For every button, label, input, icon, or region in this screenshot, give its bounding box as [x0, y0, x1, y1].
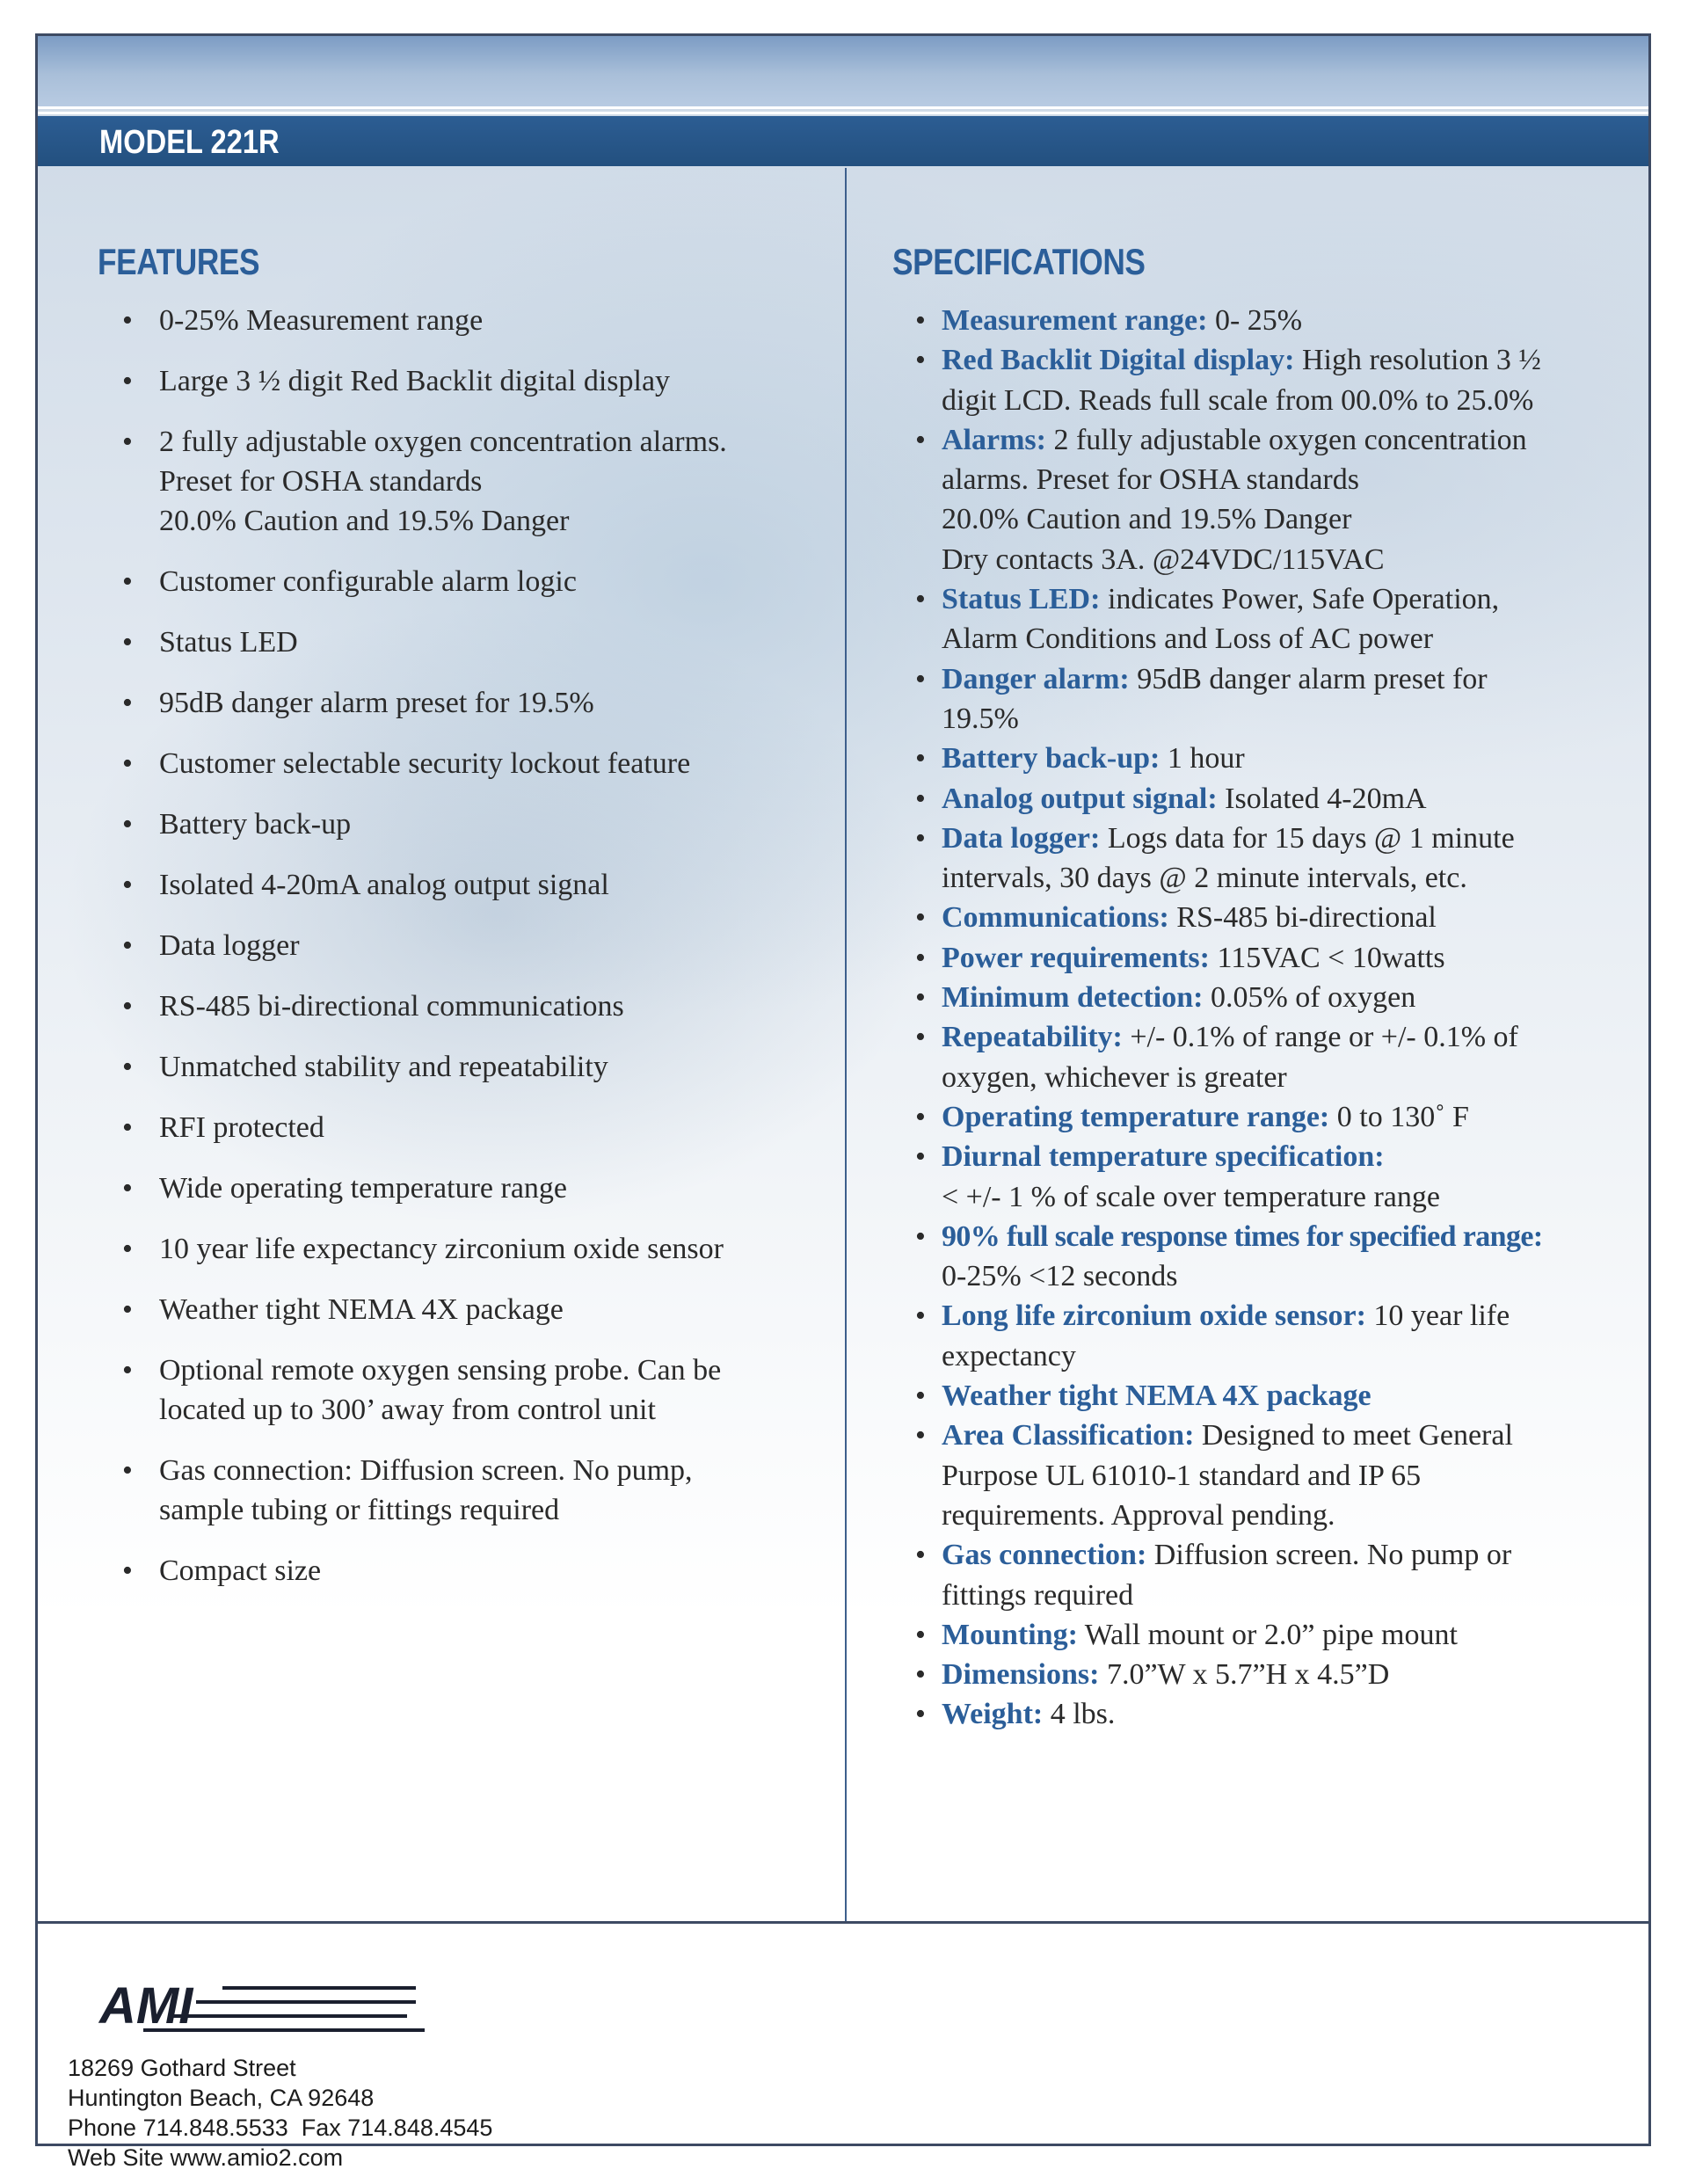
spec-value: +/- 0.1% of range or +/- 0.1% of	[1122, 1021, 1518, 1054]
page-title: MODEL 221R	[99, 124, 280, 161]
feature-item-text: • 95dB danger alarm preset for 19.5%	[159, 687, 594, 719]
spec-value: requirements. Approval pending.	[942, 1498, 1335, 1532]
feature-item	[122, 865, 843, 905]
spec-value: Wall mount or 2.0” pipe mount	[1077, 1618, 1458, 1651]
spec-item	[915, 898, 1654, 937]
spec-value: 7.0”W x 5.7”H x 4.5”D	[1099, 1658, 1390, 1692]
feature-item	[122, 1350, 843, 1430]
spec-label: Area Classification:	[942, 1419, 1195, 1452]
feature-item-text: located up to 300’ away from control unit	[159, 1394, 656, 1426]
spec-item	[915, 779, 1654, 819]
spec-label: Gas connection:	[942, 1539, 1147, 1572]
spec-value: High resolution 3 ½	[1294, 344, 1541, 377]
spec-item	[915, 1615, 1654, 1655]
spec-item	[915, 1137, 1654, 1217]
spec-value: Logs data for 15 days @ 1 minute	[1100, 821, 1515, 855]
feature-item-text: • Isolated 4-20mA analog output signal	[159, 869, 609, 901]
spec-value: 0-25% <12 seconds	[942, 1260, 1178, 1293]
features-heading: FEATURES	[98, 241, 260, 282]
ami-logo	[91, 1970, 433, 2041]
spec-label: Minimum detection:	[942, 981, 1204, 1015]
spec-label: Weather tight NEMA 4X package	[942, 1380, 1372, 1413]
spec-value: Dry contacts 3A. @24VDC/115VAC	[942, 542, 1385, 576]
spec-value: 2 fully adjustable oxygen concentration	[1045, 423, 1527, 456]
address-line: 18269 Gothard Street	[68, 2055, 296, 2081]
feature-item-text: • Battery back-up	[159, 808, 352, 841]
header-band	[38, 36, 1648, 106]
feature-item	[122, 926, 843, 965]
spec-item	[915, 1017, 1654, 1097]
address-line: Huntington Beach, CA 92648	[68, 2085, 375, 2111]
feature-item	[122, 1229, 843, 1269]
feature-item-text: • 0-25% Measurement range	[159, 304, 484, 337]
feature-item-text: • Customer selectable security lockout feature	[159, 747, 691, 780]
feature-item-text: • Weather tight NEMA 4X package	[159, 1293, 564, 1326]
feature-item-text: • Gas connection: Diffusion screen. No pump,	[159, 1454, 693, 1487]
spec-label: Operating temperature range:	[942, 1100, 1330, 1133]
spec-value: oxygen, whichever is greater	[942, 1060, 1287, 1094]
spec-item	[915, 1217, 1654, 1297]
spec-label: Analog output signal:	[942, 782, 1218, 815]
spec-value: Purpose UL 61010-1 standard and IP 65	[942, 1459, 1422, 1492]
column-divider	[845, 168, 847, 1921]
feature-item	[122, 361, 843, 401]
feature-item	[122, 744, 843, 783]
spec-value: digit LCD. Reads full scale from 00.0% to 25.0%	[942, 383, 1534, 417]
spec-value: 0.05% of oxygen	[1203, 981, 1416, 1015]
feature-item	[122, 562, 843, 601]
feature-item	[122, 804, 843, 844]
spec-value: 0- 25%	[1207, 304, 1303, 337]
spec-item	[915, 1416, 1654, 1535]
spec-label: Power requirements:	[942, 941, 1210, 974]
feature-item-text: • Compact size	[159, 1554, 322, 1587]
spec-item	[915, 301, 1654, 340]
spec-item	[915, 1694, 1654, 1734]
spec-value: fittings required	[942, 1578, 1134, 1612]
feature-item	[122, 301, 843, 340]
feature-item	[122, 1047, 843, 1087]
feature-item	[122, 1168, 843, 1208]
spec-value: Designed to meet General	[1194, 1419, 1513, 1452]
spec-item	[915, 659, 1654, 739]
spec-value: intervals, 30 days @ 2 minute intervals, etc.	[942, 862, 1467, 895]
spec-label: Danger alarm:	[942, 662, 1130, 695]
spec-value: 115VAC < 10watts	[1210, 941, 1445, 974]
spec-value: 1 hour	[1160, 742, 1245, 775]
datasheet-page	[35, 33, 1651, 2171]
feature-item	[122, 422, 843, 541]
spec-item	[915, 340, 1654, 420]
feature-item-text: • Status LED	[159, 626, 298, 659]
logo-wordmark: AMI	[99, 1977, 193, 2035]
spec-item	[915, 1097, 1654, 1137]
feature-item-text: sample tubing or fittings required	[159, 1494, 560, 1526]
spec-value: 4 lbs.	[1043, 1698, 1116, 1731]
spec-value: indicates Power, Safe Operation,	[1100, 583, 1500, 616]
spec-value: < +/- 1 % of scale over temperature range	[942, 1180, 1440, 1213]
specifications-list	[915, 301, 1654, 1735]
spec-label: Long life zirconium oxide sensor:	[942, 1299, 1366, 1333]
feature-item-text: 20.0% Caution and 19.5% Danger	[159, 505, 570, 537]
spec-item	[915, 978, 1654, 1017]
spec-item	[915, 420, 1654, 579]
feature-item-text: • Unmatched stability and repeatability	[159, 1051, 608, 1083]
company-address	[68, 2053, 492, 2173]
spec-item	[915, 1296, 1654, 1376]
spec-value: 0 to 130˚ F	[1329, 1100, 1469, 1133]
spec-value: Diffusion screen. No pump or	[1146, 1539, 1512, 1572]
spec-label: Status LED:	[942, 583, 1101, 616]
spec-value: 95dB danger alarm preset for	[1129, 662, 1488, 695]
spec-value: 10 year life	[1365, 1299, 1510, 1333]
spec-item	[915, 819, 1654, 899]
feature-item	[122, 1290, 843, 1329]
feature-item	[122, 986, 843, 1026]
feature-item-text: • Optional remote oxygen sensing probe. Can be	[159, 1354, 722, 1387]
spec-label: Battery back-up:	[942, 742, 1160, 775]
address-line: Phone 714.848.5533 Fax 714.848.4545	[68, 2115, 493, 2141]
feature-item-text: • Wide operating temperature range	[159, 1172, 568, 1205]
spec-label: Communications:	[942, 901, 1169, 935]
spec-label: Dimensions:	[942, 1658, 1100, 1692]
feature-item-text: • 10 year life expectancy zirconium oxide sensor	[159, 1233, 724, 1265]
header-divider-line	[38, 106, 1648, 109]
feature-item-text: • RFI protected	[159, 1111, 324, 1144]
spec-label: Repeatability:	[942, 1021, 1123, 1054]
spec-label: Alarms:	[942, 423, 1046, 456]
spec-value: Alarm Conditions and Loss of AC power	[942, 622, 1434, 656]
spec-item	[915, 1376, 1654, 1416]
spec-value: expectancy	[942, 1339, 1076, 1372]
spec-value: 19.5%	[942, 702, 1019, 735]
spec-item	[915, 739, 1654, 778]
spec-label: 90% full scale response times for specified range:	[942, 1219, 1543, 1253]
feature-item	[122, 1551, 843, 1591]
feature-item-text: • RS-485 bi-directional communications	[159, 990, 624, 1023]
spec-label: Mounting:	[942, 1618, 1078, 1651]
spec-value: RS-485 bi-directional	[1168, 901, 1437, 935]
spec-label: Data logger:	[942, 821, 1101, 855]
spec-value: 20.0% Caution and 19.5% Danger	[942, 503, 1352, 536]
spec-label: Measurement range:	[942, 304, 1208, 337]
footer-divider	[38, 1921, 1648, 1924]
title-bar	[38, 116, 1648, 166]
spec-item	[915, 1535, 1654, 1615]
feature-item-text: Preset for OSHA standards	[159, 465, 483, 498]
feature-item	[122, 1451, 843, 1530]
feature-item-text: • Large 3 ½ digit Red Backlit digital display	[159, 365, 671, 397]
feature-item-text: • 2 fully adjustable oxygen concentration alarms.	[159, 426, 727, 458]
spec-item	[915, 1655, 1654, 1694]
spec-label: Diurnal temperature specification:	[942, 1140, 1385, 1174]
spec-value: alarms. Preset for OSHA standards	[942, 463, 1359, 497]
spec-item	[915, 938, 1654, 978]
feature-item	[122, 683, 843, 723]
spec-label: Weight:	[942, 1698, 1044, 1731]
features-list	[122, 301, 843, 1612]
spec-label: Red Backlit Digital display:	[942, 344, 1295, 377]
specifications-heading: SPECIFICATIONS	[892, 241, 1146, 282]
spec-item	[915, 579, 1654, 659]
feature-item	[122, 1108, 843, 1147]
feature-item-text: • Data logger	[159, 929, 300, 962]
header-divider-line	[38, 112, 1648, 114]
feature-item-text: • Customer configurable alarm logic	[159, 565, 577, 598]
feature-item	[122, 622, 843, 662]
spec-value: Isolated 4-20mA	[1217, 782, 1427, 815]
address-line: Web Site www.amio2.com	[68, 2144, 344, 2171]
